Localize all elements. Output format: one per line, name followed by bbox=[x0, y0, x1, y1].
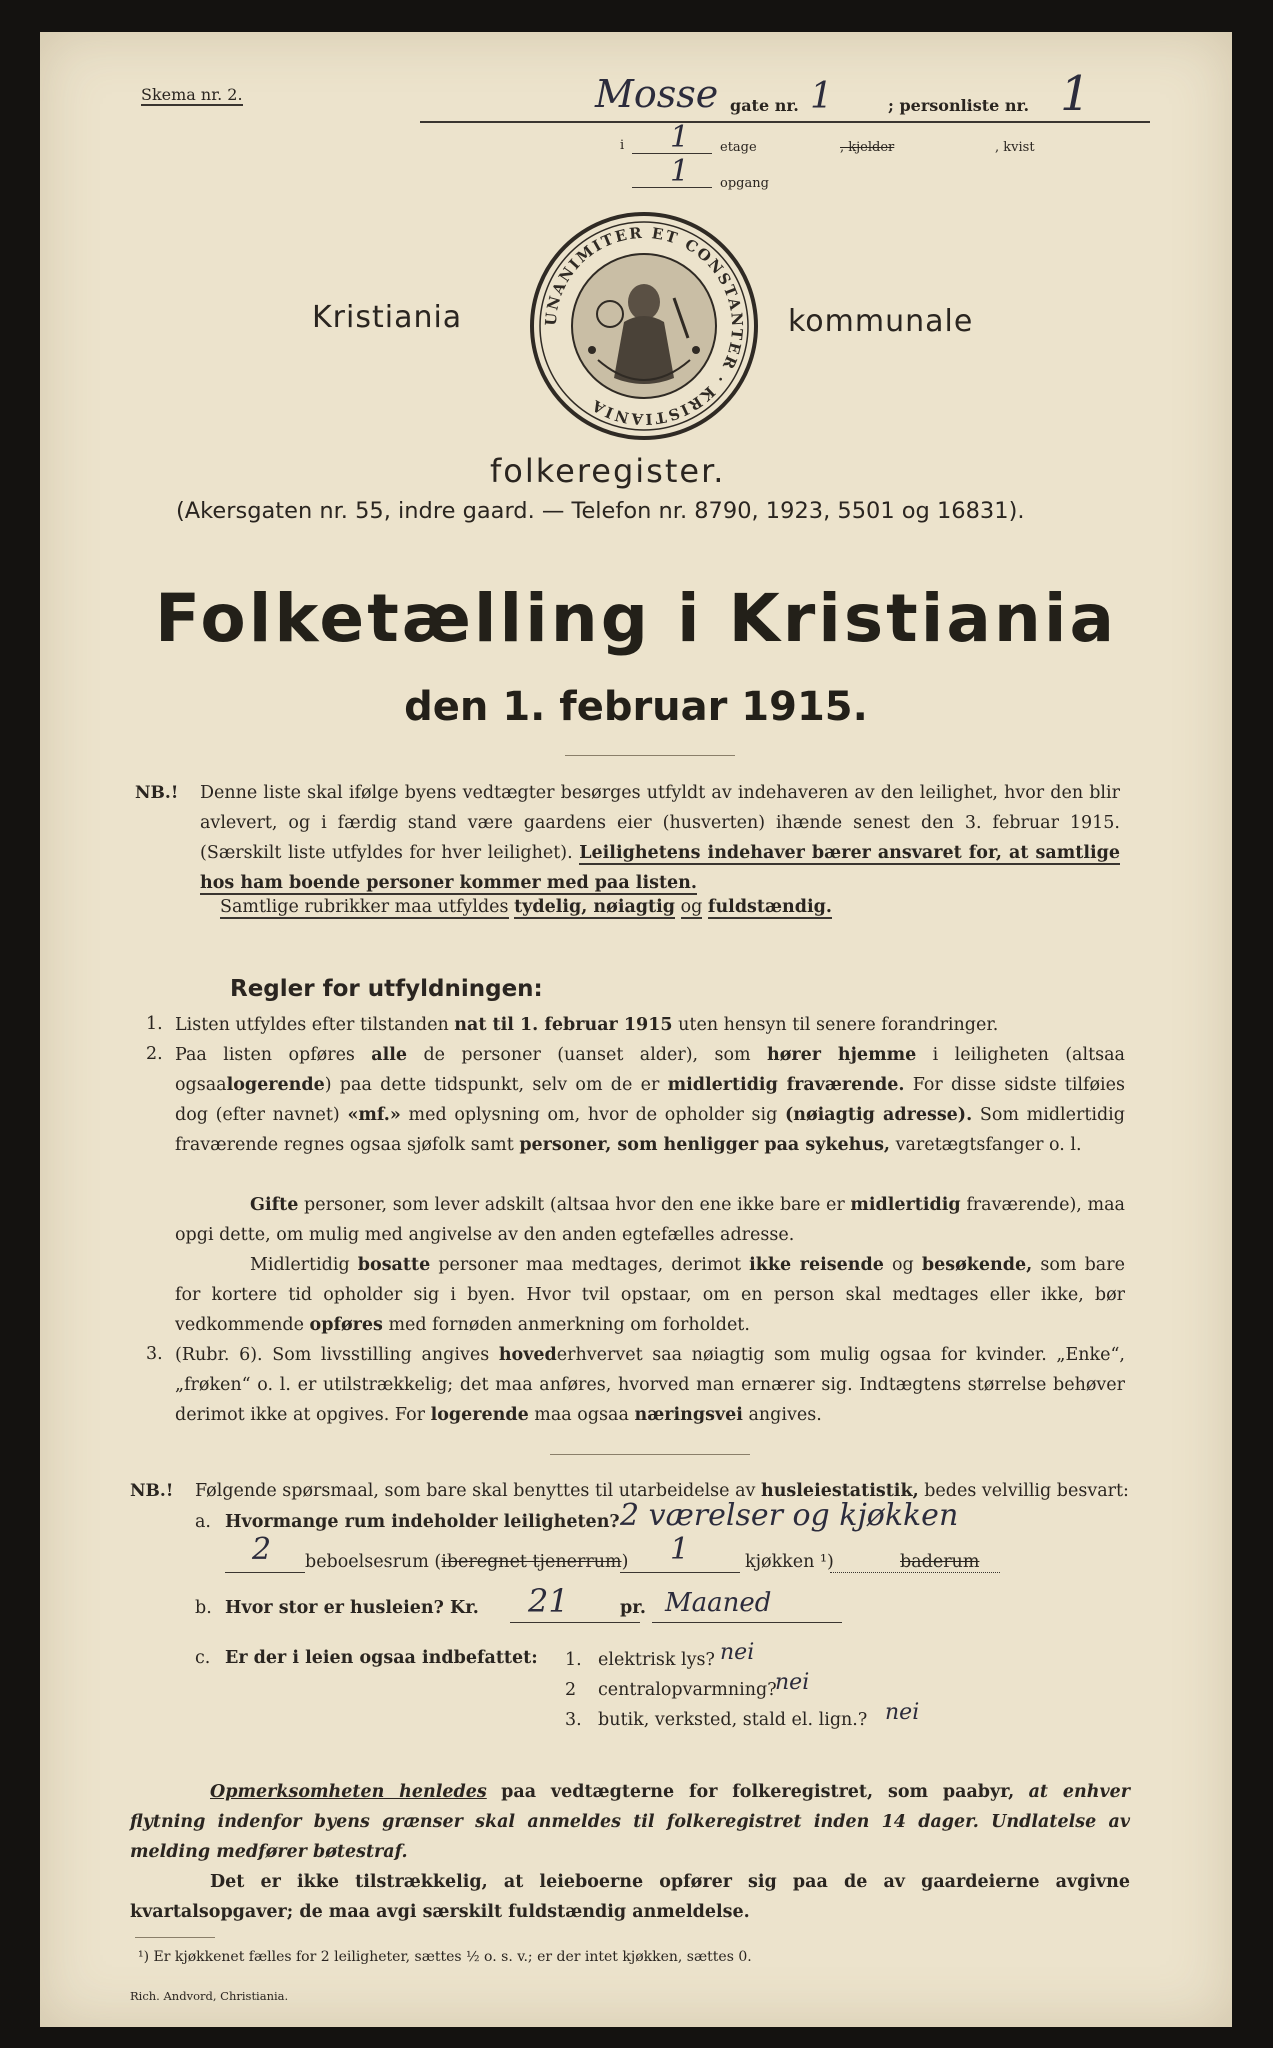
header-rule bbox=[420, 121, 1150, 123]
r2-l: (nøiagtig adresse). bbox=[784, 1105, 973, 1125]
printer-credit: Rich. Andvord, Christiania. bbox=[130, 1989, 289, 2003]
nb1-label: NB.! bbox=[135, 783, 179, 803]
r2-a: Paa listen opføres bbox=[175, 1045, 355, 1065]
nb2-intro-a: Følgende spørsmaal, som bare skal benyttes til utarbeidelse av bbox=[195, 1481, 756, 1501]
rule-2-married bbox=[175, 1190, 1125, 1250]
r1-b: nat til 1. februar 1915 bbox=[454, 1015, 673, 1035]
question-b-letter: b. bbox=[195, 1598, 212, 1618]
nb2-intro-b: husleiestatistik, bbox=[760, 1481, 919, 1501]
c3-number: 3. bbox=[565, 1710, 582, 1730]
nb1-paragraph bbox=[200, 778, 1120, 898]
notice-paragraph-1 bbox=[130, 1777, 1130, 1867]
question-a-letter: a. bbox=[195, 1512, 211, 1532]
footnote-rule bbox=[135, 1937, 215, 1938]
nb1-text-f: fuldstændig. bbox=[707, 897, 832, 917]
answer-a: 2 værelser og kjøkken bbox=[620, 1498, 959, 1533]
kjelder-label: , kjelder bbox=[840, 140, 895, 155]
schema-number bbox=[141, 85, 243, 104]
notice-p1-a: Opmerksomheten henledes bbox=[210, 1782, 487, 1802]
r3-b: hoved bbox=[498, 1345, 557, 1365]
notice-p1-b: paa vedtægterne for folkeregistret, som paabyr, bbox=[501, 1782, 1015, 1802]
r2p2-a: Gifte bbox=[250, 1195, 299, 1215]
r2-c: de personer (uanset alder), som bbox=[423, 1045, 751, 1065]
r2p3-i: med fornøden anmerkning om forholdet. bbox=[388, 1315, 750, 1335]
rule-2-temporary bbox=[175, 1250, 1125, 1340]
c3-answer: nei bbox=[885, 1700, 920, 1725]
nb1-text-d: tydelig, nøiagtig bbox=[514, 897, 676, 917]
rooms-struck: iberegnet tjenerrum bbox=[441, 1552, 622, 1572]
rent-period: Maaned bbox=[665, 1588, 772, 1618]
kitchen-value: 1 bbox=[670, 1532, 690, 1567]
nb1-text-e: og bbox=[680, 897, 703, 917]
rule-2 bbox=[175, 1040, 1125, 1160]
c2-number: 2 bbox=[565, 1680, 577, 1700]
org-subtitle: folkeregister. bbox=[490, 452, 726, 490]
r2p3-d: ikke reisende bbox=[749, 1255, 884, 1275]
org-name-left: Kristiania bbox=[312, 300, 463, 335]
nb1-text: Denne liste skal ifølge byens vedtægter besørges utfyldt av indehaveren av den leilighet, hvor den blir avlevert, og i færdig stand være gaardens eier (husverten) ihænde senest den 3. februar 1915. (Særskilt liste utfyldes for hver leilighet). bbox=[200, 783, 1120, 863]
page-title: Folketælling i Kristiania bbox=[154, 580, 1118, 657]
r2-h: midlertidig fraværende. bbox=[667, 1075, 905, 1095]
r1-c: uten hensyn til senere forandringer. bbox=[678, 1015, 999, 1035]
rules-heading: Regler for utfyldningen: bbox=[230, 976, 543, 1002]
question-c-letter: c. bbox=[195, 1648, 211, 1668]
footnote: ¹) Er kjøkkenet fælles for 2 leiligheter, sættes ½ o. s. v.; er der intet kjøkken, sættes 0. bbox=[138, 1949, 752, 1965]
c1-answer: nei bbox=[720, 1640, 755, 1665]
r2-k: med oplysning om, hvor de opholder sig bbox=[408, 1105, 778, 1125]
rooms-paren-open: ( bbox=[434, 1552, 442, 1572]
period-rule bbox=[652, 1622, 842, 1623]
question-a: Hvormange rum indeholder leiligheten? bbox=[225, 1512, 620, 1532]
rule-2-number: 2. bbox=[146, 1044, 163, 1064]
nb1-text-c: Samtlige rubrikker maa utfyldes bbox=[220, 897, 509, 917]
svg-text:UNANIMITER ET CONSTANTER · KRI: UNANIMITER ET CONSTANTER · KRISTIANIA bbox=[541, 223, 747, 429]
r3-d: logerende bbox=[430, 1405, 529, 1425]
kitchen-label: kjøkken ¹) bbox=[745, 1552, 834, 1572]
r2p3-c: personer maa medtages, derimot bbox=[438, 1255, 741, 1275]
r2-i: For disse sidste tilføies dog (efter navnet) bbox=[175, 1075, 1125, 1125]
r3-f: næringsvei bbox=[634, 1405, 743, 1425]
nb1-responsibility: Leilighetens indehaver bærer ansvaret for, at samtlige hos ham boende personer kommer med paa listen. bbox=[200, 843, 1120, 893]
r3-e: maa ogsaa bbox=[534, 1405, 629, 1425]
rooms-label: beboelsesrum bbox=[305, 1552, 429, 1572]
nb2-label: NB.! bbox=[130, 1481, 174, 1501]
r3-g: angives. bbox=[748, 1405, 822, 1425]
c1-number: 1. bbox=[565, 1650, 582, 1670]
r2p3-e: og bbox=[892, 1255, 914, 1275]
c2-answer: nei bbox=[775, 1670, 810, 1695]
gate-number: 1 bbox=[810, 76, 833, 117]
personliste-number: 1 bbox=[1060, 66, 1091, 122]
nb2-intro-c: bedes velvillig besvart: bbox=[924, 1481, 1129, 1501]
rent-rule bbox=[510, 1622, 640, 1623]
r2p3-a: Midlertidig bbox=[250, 1255, 350, 1275]
etage-label: etage bbox=[720, 140, 757, 155]
notice-paragraph-2: Det er ikke tilstrækkelig, at leieboerne opfører sig paa de av gaardeierne avgivne kvartalsopgaver; de maa avgi særskilt fuldstændig anmeldelse. bbox=[130, 1872, 1130, 1922]
rooms-rule bbox=[225, 1572, 305, 1573]
r2p3-f: besøkende, bbox=[921, 1255, 1033, 1275]
question-c: Er der i leien ogsaa indbefattet: bbox=[225, 1648, 538, 1668]
etage-number: 1 bbox=[670, 120, 690, 155]
r2-n: personer, som henligger paa sykehus, bbox=[519, 1135, 891, 1155]
rule-1-number: 1. bbox=[146, 1014, 163, 1034]
rent-value: 21 bbox=[528, 1582, 569, 1620]
rooms-paren-close: ) bbox=[621, 1552, 629, 1572]
street-name-handwritten: Mosse bbox=[595, 72, 719, 116]
question-b: Hvor stor er husleien? Kr. bbox=[225, 1598, 479, 1618]
gate-label: gate nr. bbox=[730, 96, 799, 115]
kvist-label: , kvist bbox=[995, 140, 1035, 155]
r2-j: «mf.» bbox=[347, 1105, 401, 1125]
opgang-label: opgang bbox=[720, 176, 769, 191]
c1-label: elektrisk lys? bbox=[598, 1650, 715, 1670]
rooms-field bbox=[305, 1552, 628, 1572]
r2-b: alle bbox=[371, 1045, 408, 1065]
census-form-page bbox=[40, 32, 1232, 2027]
org-name-right: kommunale bbox=[788, 304, 974, 339]
notice-p1-c: at enhver flytning indenfor byens grænser skal anmeldes til folkeregistret inden 14 dager. Undlatelse av melding medfører bøtestraf. bbox=[130, 1782, 1130, 1862]
r2p2-c: midlertidig bbox=[850, 1195, 961, 1215]
i-label: i bbox=[620, 138, 625, 153]
schema-label: Skema nr. 2. bbox=[141, 85, 243, 104]
r2p3-b: bosatte bbox=[357, 1255, 431, 1275]
bath-label: baderum bbox=[900, 1552, 980, 1572]
r3-c: erhvervet saa nøiagtig som mulig ogsaa for kvinder. „Enke“, „frøken“ o. l. er utilstrækkelig; det maa anføres, hvorved man ernærer sig. Indtægtens størrelse behøver derimot ikke at opgives. For bbox=[175, 1345, 1125, 1425]
r2p2-b: personer, som lever adskilt (altsaa hvor den ene ikke bare er bbox=[304, 1195, 845, 1215]
r2-f: logerende bbox=[226, 1075, 325, 1095]
r2-m: Som midlertidig fraværende regnes ogsaa sjøfolk samt bbox=[175, 1105, 1125, 1155]
r1-a: Listen utfyldes efter tilstanden bbox=[175, 1015, 449, 1035]
rule-3-number: 3. bbox=[146, 1344, 163, 1364]
r2-e: i leiligheten (altsaa ogsaa bbox=[175, 1045, 1125, 1095]
rule-3 bbox=[175, 1340, 1125, 1430]
kitchen-rule bbox=[620, 1572, 740, 1573]
divider bbox=[565, 755, 735, 756]
c2-label: centralopvarmning? bbox=[598, 1680, 777, 1700]
r2-o: varetægtsfanger o. l. bbox=[895, 1135, 1082, 1155]
c3-label: butik, verksted, stald el. lign.? bbox=[598, 1710, 868, 1730]
r2p2-d: fraværende), maa opgi dette, om mulig med angivelse av den anden egtefælles adresse. bbox=[175, 1195, 1125, 1245]
opgang-number: 1 bbox=[670, 154, 690, 189]
r3-a: (Rubr. 6). Som livsstilling angives bbox=[175, 1345, 490, 1365]
page-subtitle: den 1. februar 1915. bbox=[404, 684, 868, 730]
bath-rule bbox=[830, 1572, 1000, 1573]
personliste-label: ; personliste nr. bbox=[888, 96, 1030, 115]
r2p3-h: opføres bbox=[309, 1315, 383, 1335]
rooms-value: 2 bbox=[252, 1532, 272, 1567]
org-address: (Akersgaten nr. 55, indre gaard. — Telefon nr. 8790, 1923, 5501 og 16831). bbox=[176, 498, 1025, 524]
nb1-line3 bbox=[220, 897, 832, 917]
r2-g: ) paa dette tidspunkt, selv om de er bbox=[324, 1075, 660, 1095]
rent-per: pr. bbox=[620, 1598, 646, 1618]
r2-d: hører hjemme bbox=[767, 1045, 917, 1065]
divider-2 bbox=[550, 1454, 750, 1455]
r2p3-g: som bare for kortere tid opholder sig i byen. Hvor tvil opstaar, om en person skal medtages eller ikke, bør vedkommende bbox=[175, 1255, 1125, 1335]
city-seal-icon bbox=[528, 210, 760, 442]
rule-1 bbox=[175, 1010, 1125, 1040]
